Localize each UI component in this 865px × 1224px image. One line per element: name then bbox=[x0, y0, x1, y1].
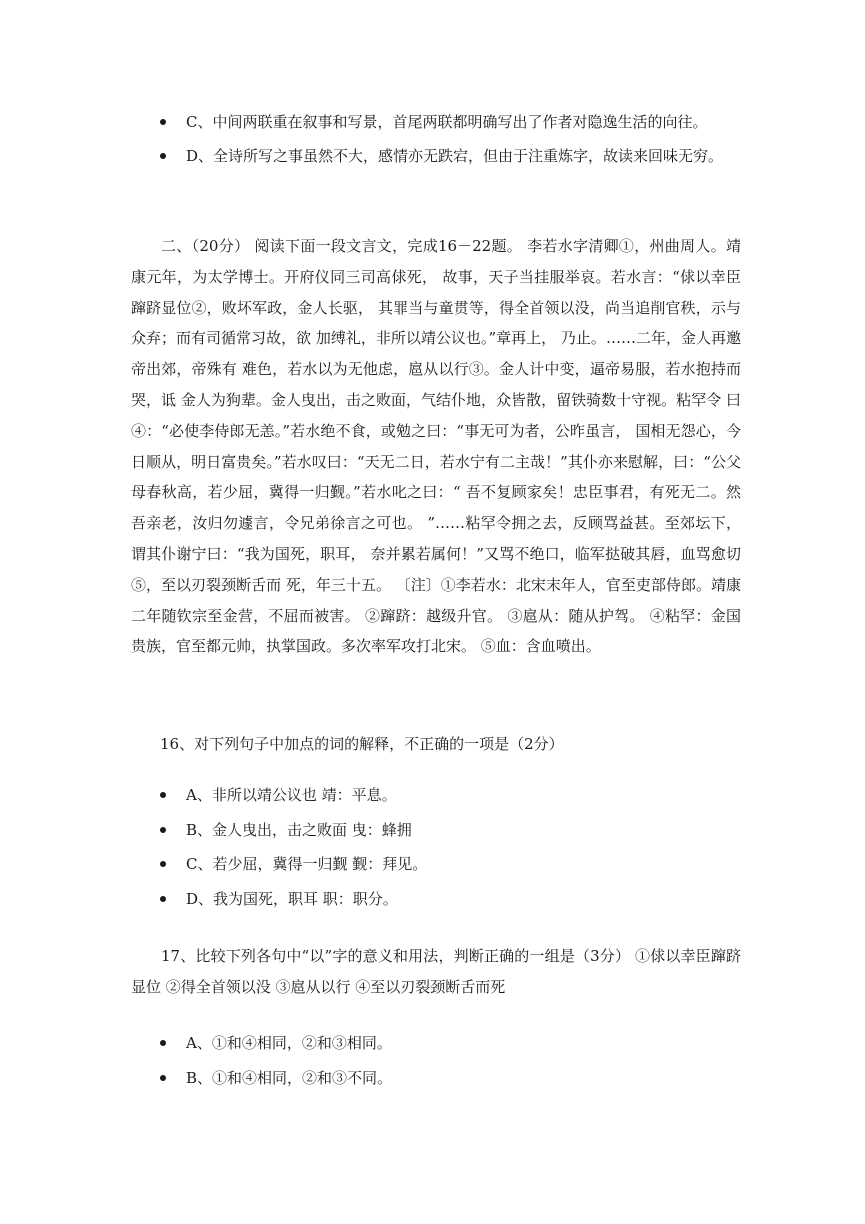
option-text: D、我为国死，职耳 职：职分。 bbox=[186, 889, 398, 908]
option-d bbox=[160, 144, 770, 168]
option-text: A、①和④相同，②和③相同。 bbox=[186, 1034, 392, 1052]
option-text: A、非所以靖公议也 靖：平息。 bbox=[186, 786, 397, 804]
option-text: B、金人曳出，击之败面 曳：蜂拥 bbox=[186, 820, 412, 839]
q17-option-b bbox=[160, 1066, 760, 1090]
bullet-icon bbox=[160, 827, 166, 833]
question-16-options bbox=[160, 783, 760, 911]
question-17-stem: 17、比较下列各句中“以”字的意义和用法，判断正确的一组是（3分） ①俅以幸臣蹿跻显位 ②得全首领以没 ③扈从以行 ④至以刃裂颈断舌而死 bbox=[131, 947, 741, 996]
section2-passage: 二、（20分） 阅读下面一段文言文，完成16－22题。 李若水字清卿①，州曲周人。靖康元年，为太学博士。开府仪同三司高俅死， 故事，天子当挂服举哀。若水言：“俅以幸臣蹿跻显位②，败坏军政，金人长驱， 其罪当与童贯等，得全首领以没，尚当追削官秩，示与众弃；而有司循常习故，欲 加缚礼，非所以靖公议也。”章再上， 乃止。……二年，金人再邀帝出郊，帝殊有 难色，若水以为无他虑，扈从以行③。金人计中变，逼帝易服，若水抱持而哭，诋 金人为狗辈。金人曳出，击之败面，气结仆地，众皆散，留铁骑数十守视。粘罕令 曰④：“必使李侍郎无恙。”若水绝不食，或勉之曰：“事无可为者，公昨虽言， 国相无怨心，今日顺从，明日富贵矣。”若水叹曰：“天无二日，若水宁有二主哉！”其仆亦来慰解，曰：“公父母春秋高，若少屈，冀得一归觐。”若水叱之曰：“ 吾不复顾家矣！忠臣事君，有死无二。然吾亲老，汝归勿遽言，令兄弟徐言之可也。 ”……粘罕令拥之去，反顾骂益甚。至郊坛下，谓其仆谢宁曰：“我为国死，职耳， 奈并累若属何！”又骂不绝口，临军挞破其唇，血骂愈切⑤，至以刃裂颈断舌而 死，年三十五。 〔注〕①李若水：北宋末年人，官至吏部侍郎。靖康二年随钦宗至金营，不屈而被害。 ②蹿跻：越级升官。 ③扈从：随从护驾。 ④粘罕：金国贵族，官至都元帅，执掌国政。多次率军攻打北宋。 ⑤血：含血喷出。 bbox=[131, 237, 741, 656]
option-text: B、①和④相同，②和③不同。 bbox=[186, 1069, 393, 1087]
bullet-icon bbox=[160, 153, 166, 159]
bullet-icon bbox=[160, 861, 166, 867]
bullet-icon bbox=[160, 1040, 166, 1046]
q16-option-d bbox=[160, 887, 760, 911]
bullet-icon bbox=[160, 792, 166, 798]
option-text: D、全诗所写之事虽然不大，感情亦无跌宕，但由于注重炼字，故读来回味无穷。 bbox=[186, 147, 724, 165]
bullet-icon bbox=[160, 1075, 166, 1081]
q16-option-c bbox=[160, 852, 760, 876]
option-text: C、中间两联重在叙事和写景，首尾两联都明确写出了作者对隐逸生活的向往。 bbox=[186, 113, 708, 131]
question-16-stem: 16、对下列句子中加点的词的解释，不正确的一项是（2分） bbox=[160, 735, 564, 753]
bullet-icon bbox=[160, 896, 166, 902]
q17-option-a bbox=[160, 1031, 760, 1055]
q16-option-a bbox=[160, 783, 760, 807]
section1-options-list bbox=[160, 110, 770, 168]
question-17-options bbox=[160, 1031, 760, 1090]
option-text: C、若少屈，冀得一归觐 觐：拜见。 bbox=[186, 855, 428, 873]
q16-option-b bbox=[160, 818, 760, 842]
bullet-icon bbox=[160, 119, 166, 125]
option-c bbox=[160, 110, 770, 134]
